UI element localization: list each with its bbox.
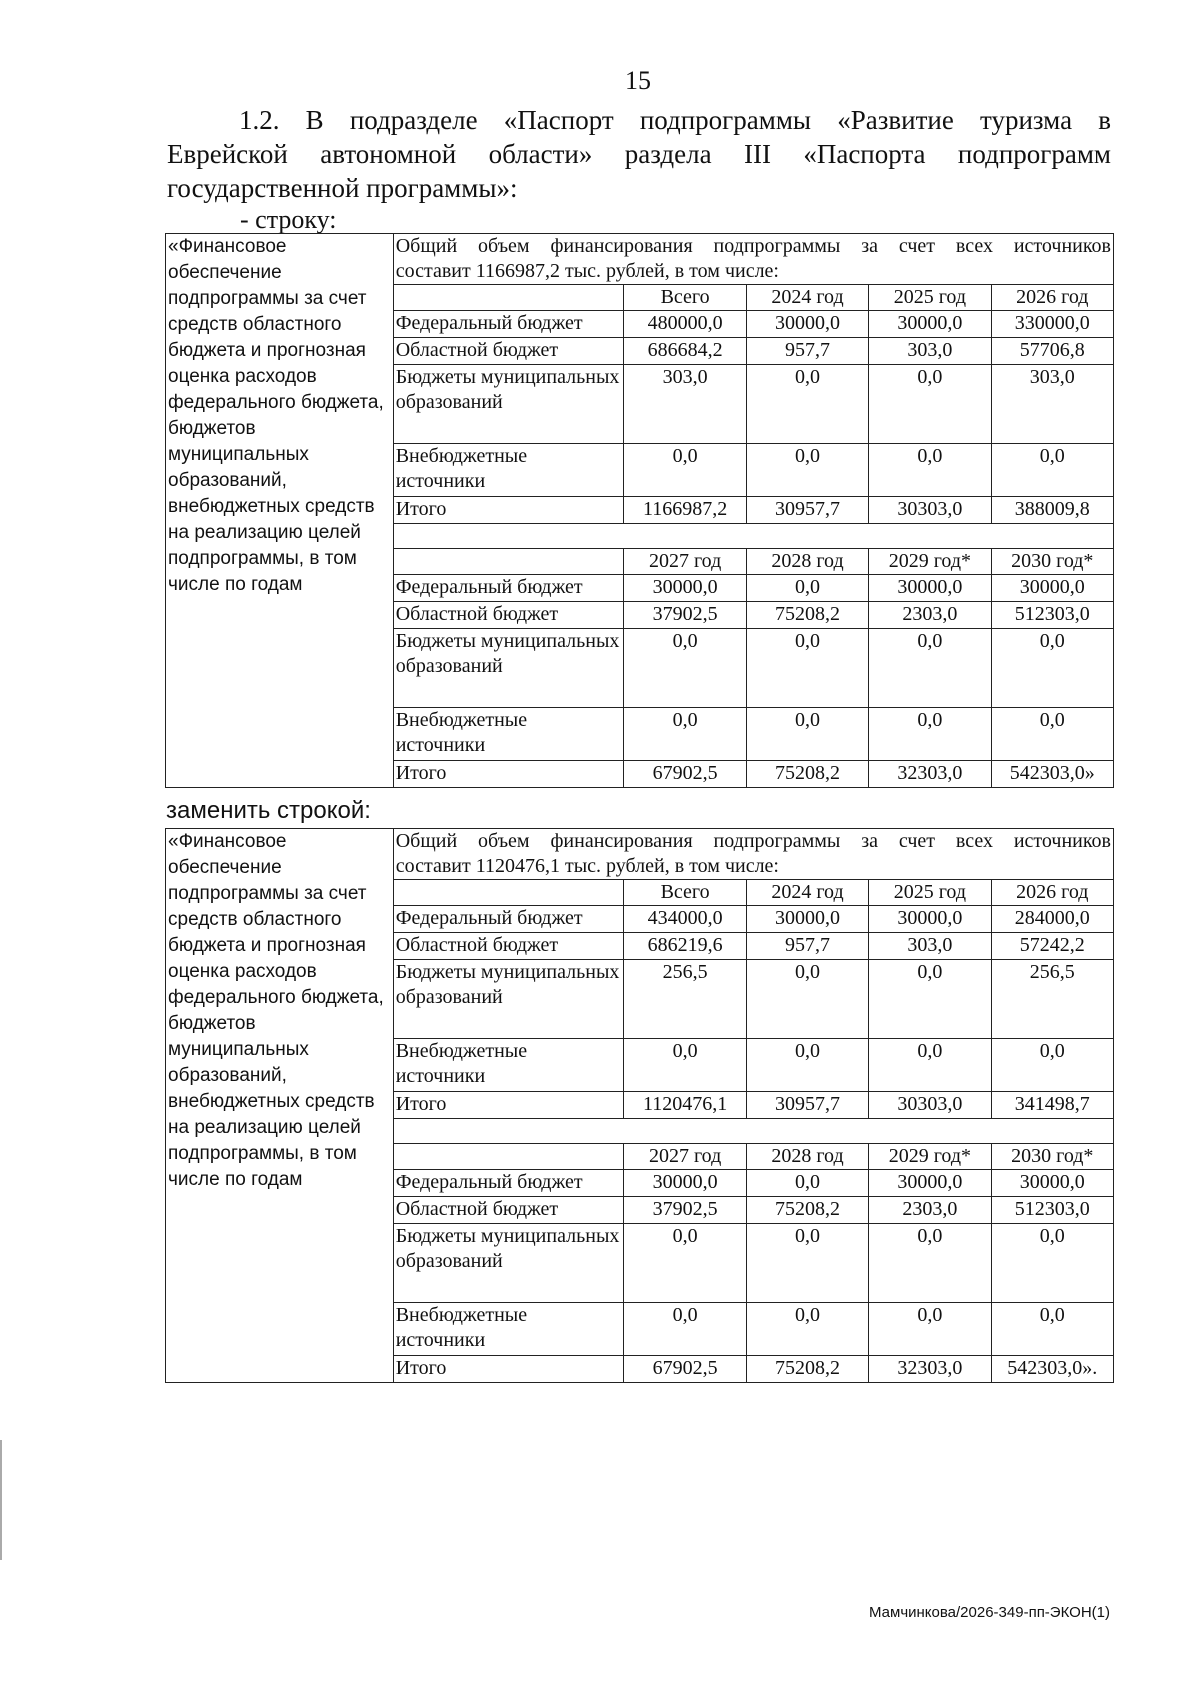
value-cell: 30000,0 [624, 1170, 746, 1197]
label-zamenit: заменить строкой: [166, 797, 371, 824]
header-empty-cell [393, 549, 624, 575]
financing-total-text [393, 829, 1113, 880]
value-cell: 0,0 [746, 1170, 868, 1197]
value-cell: 0,0 [991, 708, 1113, 761]
financing-total-line-1: Общий объем финансирования подпрограммы за счет всех источников [395, 235, 1111, 257]
financing-label-cell: «Финансовое обеспечение подпрограммы за счет средств областного бюджета и прогнозная оценка расходов федерального бюджета, бюджетов муниципальных образований, внебюджетных средств на реализацию целей подпрограммы, в том числе по годам [166, 829, 394, 1383]
row-label-municipal: Бюджеты муниципальных образований [393, 960, 624, 1039]
value-cell: 0,0 [746, 444, 868, 497]
row-label-total: Итого [393, 497, 624, 524]
value-cell: 30303,0 [869, 1092, 991, 1119]
value-cell: 303,0 [869, 933, 991, 960]
value-cell: 0,0 [746, 708, 868, 761]
new-financing-table [165, 828, 1114, 1383]
page-number: 15 [625, 66, 651, 95]
value-cell: 30000,0 [746, 906, 868, 933]
header-cell: 2028 год [746, 1144, 868, 1170]
row-label-extra: Внебюджетные источники [393, 444, 624, 497]
value-cell: 2303,0 [869, 602, 991, 629]
value-cell: 2303,0 [869, 1197, 991, 1224]
row-label-federal: Федеральный бюджет [393, 1170, 624, 1197]
value-cell: 30000,0 [869, 575, 991, 602]
value-cell: 0,0 [624, 1303, 746, 1356]
header-cell: 2027 год [624, 1144, 746, 1170]
value-cell: 57242,2 [991, 933, 1113, 960]
value-cell: 30000,0 [869, 1170, 991, 1197]
value-cell: 512303,0 [991, 1197, 1113, 1224]
value-cell: 67902,5 [624, 761, 746, 788]
value-cell: 75208,2 [746, 761, 868, 788]
header-cell: 2026 год [991, 285, 1113, 311]
label-stroku: - строку: [240, 205, 337, 234]
row-label-federal: Федеральный бюджет [393, 906, 624, 933]
value-cell: 542303,0». [991, 1356, 1113, 1383]
value-cell: 303,0 [624, 365, 746, 444]
header-cell: 2030 год* [991, 1144, 1113, 1170]
header-cell: 2027 год [624, 549, 746, 575]
value-cell: 30000,0 [624, 575, 746, 602]
row-label-total: Итого [393, 1356, 624, 1383]
value-cell: 1120476,1 [624, 1092, 746, 1119]
header-cell: 2024 год [746, 285, 868, 311]
financing-total-text [393, 234, 1113, 285]
row-label-municipal: Бюджеты муниципальных образований [393, 1224, 624, 1303]
value-cell: 37902,5 [624, 602, 746, 629]
value-cell: 0,0 [746, 575, 868, 602]
value-cell: 284000,0 [991, 906, 1113, 933]
value-cell: 303,0 [991, 365, 1113, 444]
value-cell: 341498,7 [991, 1092, 1113, 1119]
row-label-regional: Областной бюджет [393, 338, 624, 365]
header-empty-cell [393, 880, 624, 906]
value-cell: 67902,5 [624, 1356, 746, 1383]
value-cell: 0,0 [746, 1039, 868, 1092]
header-cell: Всего [624, 880, 746, 906]
value-cell: 0,0 [991, 1303, 1113, 1356]
value-cell: 330000,0 [991, 311, 1113, 338]
intro-paragraph [167, 103, 1111, 205]
value-cell: 0,0 [869, 1303, 991, 1356]
financing-total-line-2: составит 1166987,2 тыс. рублей, в том числе: [395, 260, 779, 282]
value-cell: 957,7 [746, 933, 868, 960]
row-label-municipal: Бюджеты муниципальных образований [393, 365, 624, 444]
row-label-extra: Внебюджетные источники [393, 1039, 624, 1092]
value-cell: 686684,2 [624, 338, 746, 365]
header-cell: 2025 год [869, 880, 991, 906]
value-cell: 512303,0 [991, 602, 1113, 629]
value-cell: 57706,8 [991, 338, 1113, 365]
value-cell: 0,0 [869, 708, 991, 761]
header-cell: 2025 год [869, 285, 991, 311]
value-cell: 434000,0 [624, 906, 746, 933]
intro-line-1: 1.2. В подразделе «Паспорт подпрограммы «Развитие туризма в [239, 105, 1111, 135]
value-cell: 30000,0 [746, 311, 868, 338]
value-cell: 1166987,2 [624, 497, 746, 524]
intro-line-3: государственной программы»: [167, 173, 518, 203]
value-cell: 0,0 [869, 444, 991, 497]
value-cell: 0,0 [624, 1224, 746, 1303]
value-cell: 30303,0 [869, 497, 991, 524]
value-cell: 0,0 [746, 629, 868, 708]
row-label-extra: Внебюджетные источники [393, 708, 624, 761]
header-cell: 2026 год [991, 880, 1113, 906]
value-cell: 30000,0 [869, 906, 991, 933]
margin-mark [0, 1440, 2, 1560]
value-cell: 0,0 [746, 1303, 868, 1356]
table-spacer-row [393, 524, 1113, 549]
row-label-total: Итого [393, 761, 624, 788]
value-cell: 0,0 [869, 960, 991, 1039]
value-cell: 480000,0 [624, 311, 746, 338]
financing-total-line-1: Общий объем финансирования подпрограммы за счет всех источников [395, 830, 1111, 852]
row-label-federal: Федеральный бюджет [393, 575, 624, 602]
row-label-regional: Областной бюджет [393, 1197, 624, 1224]
row-label-extra: Внебюджетные источники [393, 1303, 624, 1356]
value-cell: 957,7 [746, 338, 868, 365]
value-cell: 0,0 [624, 444, 746, 497]
value-cell: 0,0 [869, 629, 991, 708]
header-cell: Всего [624, 285, 746, 311]
row-label-federal: Федеральный бюджет [393, 311, 624, 338]
value-cell: 32303,0 [869, 1356, 991, 1383]
value-cell: 0,0 [624, 1039, 746, 1092]
value-cell: 30000,0 [869, 311, 991, 338]
value-cell: 0,0 [624, 629, 746, 708]
header-empty-cell [393, 285, 624, 311]
value-cell: 0,0 [746, 960, 868, 1039]
document-footer-code: Мамчинкова/2026-349-пп-ЭКОН(1) [869, 1604, 1110, 1621]
value-cell: 0,0 [869, 1224, 991, 1303]
value-cell: 542303,0» [991, 761, 1113, 788]
value-cell: 0,0 [624, 708, 746, 761]
header-cell: 2030 год* [991, 549, 1113, 575]
row-label-regional: Областной бюджет [393, 602, 624, 629]
value-cell: 0,0 [869, 365, 991, 444]
financing-label-cell: «Финансовое обеспечение подпрограммы за счет средств областного бюджета и прогнозная оценка расходов федерального бюджета, бюджетов муниципальных образований, внебюджетных средств на реализацию целей подпрограммы, в том числе по годам [166, 234, 394, 788]
value-cell: 75208,2 [746, 1197, 868, 1224]
value-cell: 75208,2 [746, 602, 868, 629]
value-cell: 30000,0 [991, 1170, 1113, 1197]
value-cell: 0,0 [991, 629, 1113, 708]
value-cell: 256,5 [991, 960, 1113, 1039]
value-cell: 0,0 [991, 1224, 1113, 1303]
old-financing-table [165, 233, 1114, 788]
value-cell: 0,0 [746, 1224, 868, 1303]
financing-total-line-2: составит 1120476,1 тыс. рублей, в том числе: [395, 855, 779, 877]
value-cell: 256,5 [624, 960, 746, 1039]
value-cell: 686219,6 [624, 933, 746, 960]
value-cell: 0,0 [746, 365, 868, 444]
value-cell: 303,0 [869, 338, 991, 365]
value-cell: 75208,2 [746, 1356, 868, 1383]
value-cell: 0,0 [869, 1039, 991, 1092]
row-label-municipal: Бюджеты муниципальных образований [393, 629, 624, 708]
header-cell: 2029 год* [869, 549, 991, 575]
row-label-total: Итого [393, 1092, 624, 1119]
table-spacer-row [393, 1119, 1113, 1144]
header-cell: 2029 год* [869, 1144, 991, 1170]
value-cell: 30957,7 [746, 497, 868, 524]
header-cell: 2024 год [746, 880, 868, 906]
value-cell: 388009,8 [991, 497, 1113, 524]
value-cell: 32303,0 [869, 761, 991, 788]
value-cell: 0,0 [991, 444, 1113, 497]
intro-line-2: Еврейской автономной области» раздела III «Паспорта подпрограмм [167, 139, 1111, 169]
header-cell: 2028 год [746, 549, 868, 575]
header-empty-cell [393, 1144, 624, 1170]
value-cell: 37902,5 [624, 1197, 746, 1224]
value-cell: 30000,0 [991, 575, 1113, 602]
row-label-regional: Областной бюджет [393, 933, 624, 960]
value-cell: 30957,7 [746, 1092, 868, 1119]
value-cell: 0,0 [991, 1039, 1113, 1092]
